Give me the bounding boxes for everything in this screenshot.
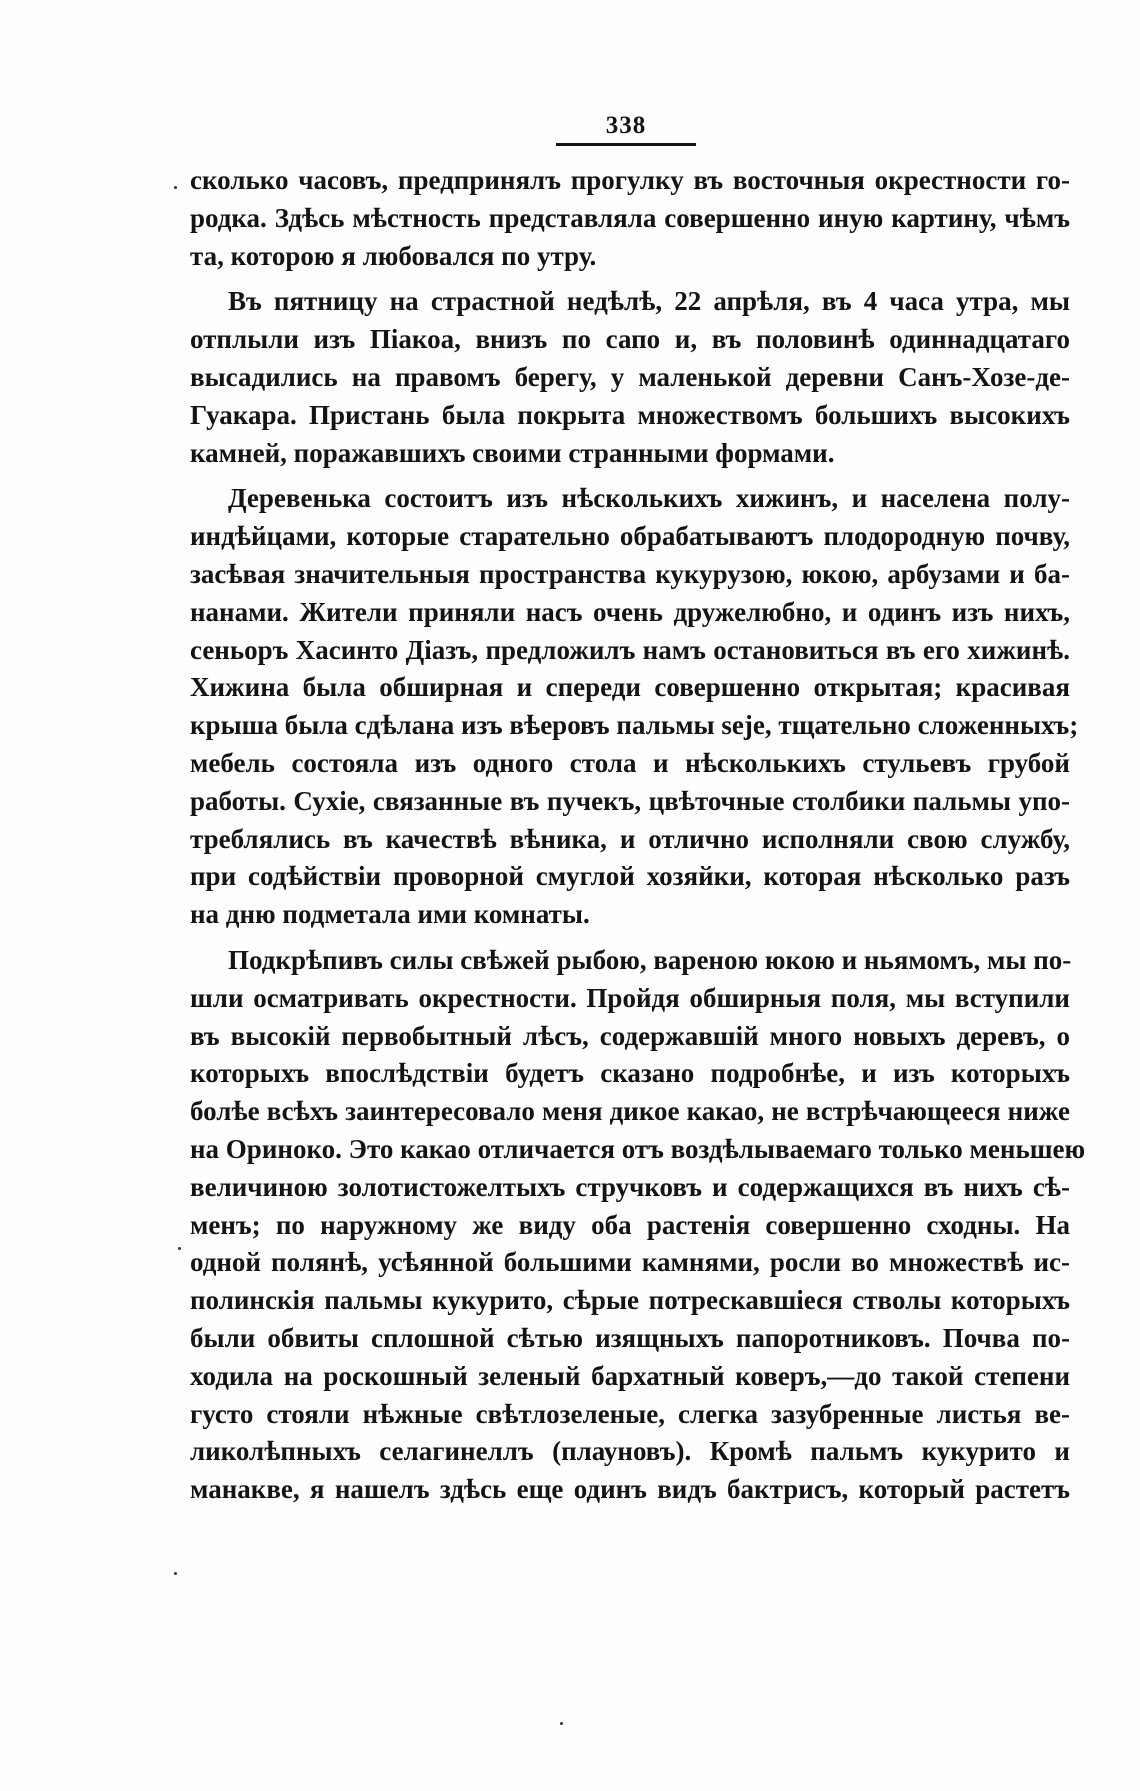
text-line: при содѣйствіи проворной смуглой хозяйки, которая нѣсколько разъ — [190, 861, 1070, 892]
text-line: индѣйцами, которые старательно обрабатываютъ плодородную почву, — [190, 521, 1070, 552]
text-line: родка. Здѣсь мѣстность представляла совершенно иную картину, чѣмъ — [190, 202, 1070, 233]
text-line: которыхъ впослѣдствіи будетъ сказано подробнѣе, и изъ которыхъ — [190, 1058, 1070, 1089]
text-line: величиною золотистожелтыхъ стручковъ и содержащихся въ нихъ сѣ- — [190, 1171, 1070, 1202]
text-line: ликолѣпныхъ селагинеллъ (плауновъ). Кромѣ пальмъ кукурито и — [190, 1436, 1070, 1467]
text-line: менъ; по наружному же виду оба растенія совершенно сходны. На — [190, 1209, 1070, 1240]
paragraph-1 — [190, 162, 1070, 275]
print-speck — [178, 1247, 181, 1250]
text-line: Деревенька состоитъ изъ нѣсколькихъ хижинъ, и населена полу- — [228, 483, 1070, 514]
text-line: Хижина была обширная и спереди совершенно открытая; красивая — [190, 672, 1070, 703]
text-line: камней, поражавшихъ своими странными формами. — [190, 437, 835, 468]
text-line: въ высокій первобытный лѣсъ, содержавшій много новыхъ деревъ, о — [190, 1020, 1070, 1051]
text-line: мебель состояла изъ одного стола и нѣсколькихъ стульевъ грубой — [190, 747, 1070, 778]
text-line: манакве, я нашелъ здѣсь еще одинъ видъ бактрисъ, который растетъ — [190, 1474, 1070, 1505]
text-line: работы. Сухіе, связанные въ пучекъ, цвѣточные столбики пальмы упо- — [190, 785, 1070, 816]
text-line: та, которою я любовался по утру. — [190, 240, 597, 271]
text-line: были обвиты сплошной сѣтью изящныхъ папоротниковъ. Почва по- — [190, 1322, 1070, 1353]
print-speck — [174, 1572, 177, 1575]
text-line: сколько часовъ, предпринялъ прогулку въ восточныя окрестности го- — [190, 165, 1070, 195]
text-line: густо стояли нѣжные свѣтлозеленые, слегка зазубренные листья ве- — [190, 1398, 1070, 1429]
page-number: 338 — [605, 112, 647, 139]
print-speck — [174, 186, 177, 189]
text-line: на дню подметала ими комнаты. — [190, 899, 590, 930]
text-line: высадились на правомъ берегу, у маленькой деревни Санъ-Хозе-де- — [190, 361, 1070, 392]
paragraph-4 — [190, 942, 1086, 1509]
paragraph-2 — [190, 283, 1070, 472]
text-line: засѣвая значительныя пространства кукурузою, юкою, арбузами и ба- — [190, 558, 1070, 589]
text-line: одной полянѣ, усѣянной большими камнями, росли во множествѣ ис- — [190, 1247, 1070, 1278]
text-line: треблялись въ качествѣ вѣника, и отлично исполняли свою службу, — [190, 823, 1070, 854]
text-line: сеньоръ Хасинто Діазъ, предложилъ намъ остановиться въ его хижинѣ. — [190, 634, 1070, 665]
header-rule — [556, 143, 696, 146]
text-line: отплыли изъ Піакоа, внизъ по сапо и, въ половинѣ одиннадцатаго — [190, 324, 1070, 355]
text-line: Подкрѣпивъ силы свѣжей рыбою, вареною юкою и ньямомъ, мы по- — [228, 944, 1072, 975]
text-line: на Ориноко. Это какао отличается отъ воздѣлываемаго только меньшею — [190, 1133, 1086, 1164]
print-speck — [560, 1722, 563, 1725]
text-line: болѣе всѣхъ заинтересовало меня дикое какао, не встрѣчающееся ниже — [190, 1096, 1070, 1127]
text-line: ходила на роскошный зеленый бархатный коверъ,—до такой степени — [190, 1360, 1070, 1391]
text-line: крыша была сдѣлана изъ вѣеровъ пальмы seje, тщательно сложенныхъ; — [190, 710, 1079, 741]
text-line: шли осматривать окрестности. Пройдя обширныя поля, мы вступили — [190, 982, 1070, 1013]
text-line: Въ пятницу на страстной недѣлѣ, 22 апрѣля, въ 4 часа утра, мы — [228, 286, 1070, 317]
text-line: Гуакара. Пристань была покрыта множествомъ большихъ высокихъ — [190, 399, 1070, 430]
body-text — [190, 162, 1086, 1517]
text-line: нанами. Жители приняли насъ очень дружелюбно, и одинъ изъ нихъ, — [190, 596, 1070, 627]
paragraph-3 — [190, 480, 1079, 934]
text-line: полинскія пальмы кукурито, сѣрые потрескавшіеся стволы которыхъ — [190, 1285, 1070, 1316]
